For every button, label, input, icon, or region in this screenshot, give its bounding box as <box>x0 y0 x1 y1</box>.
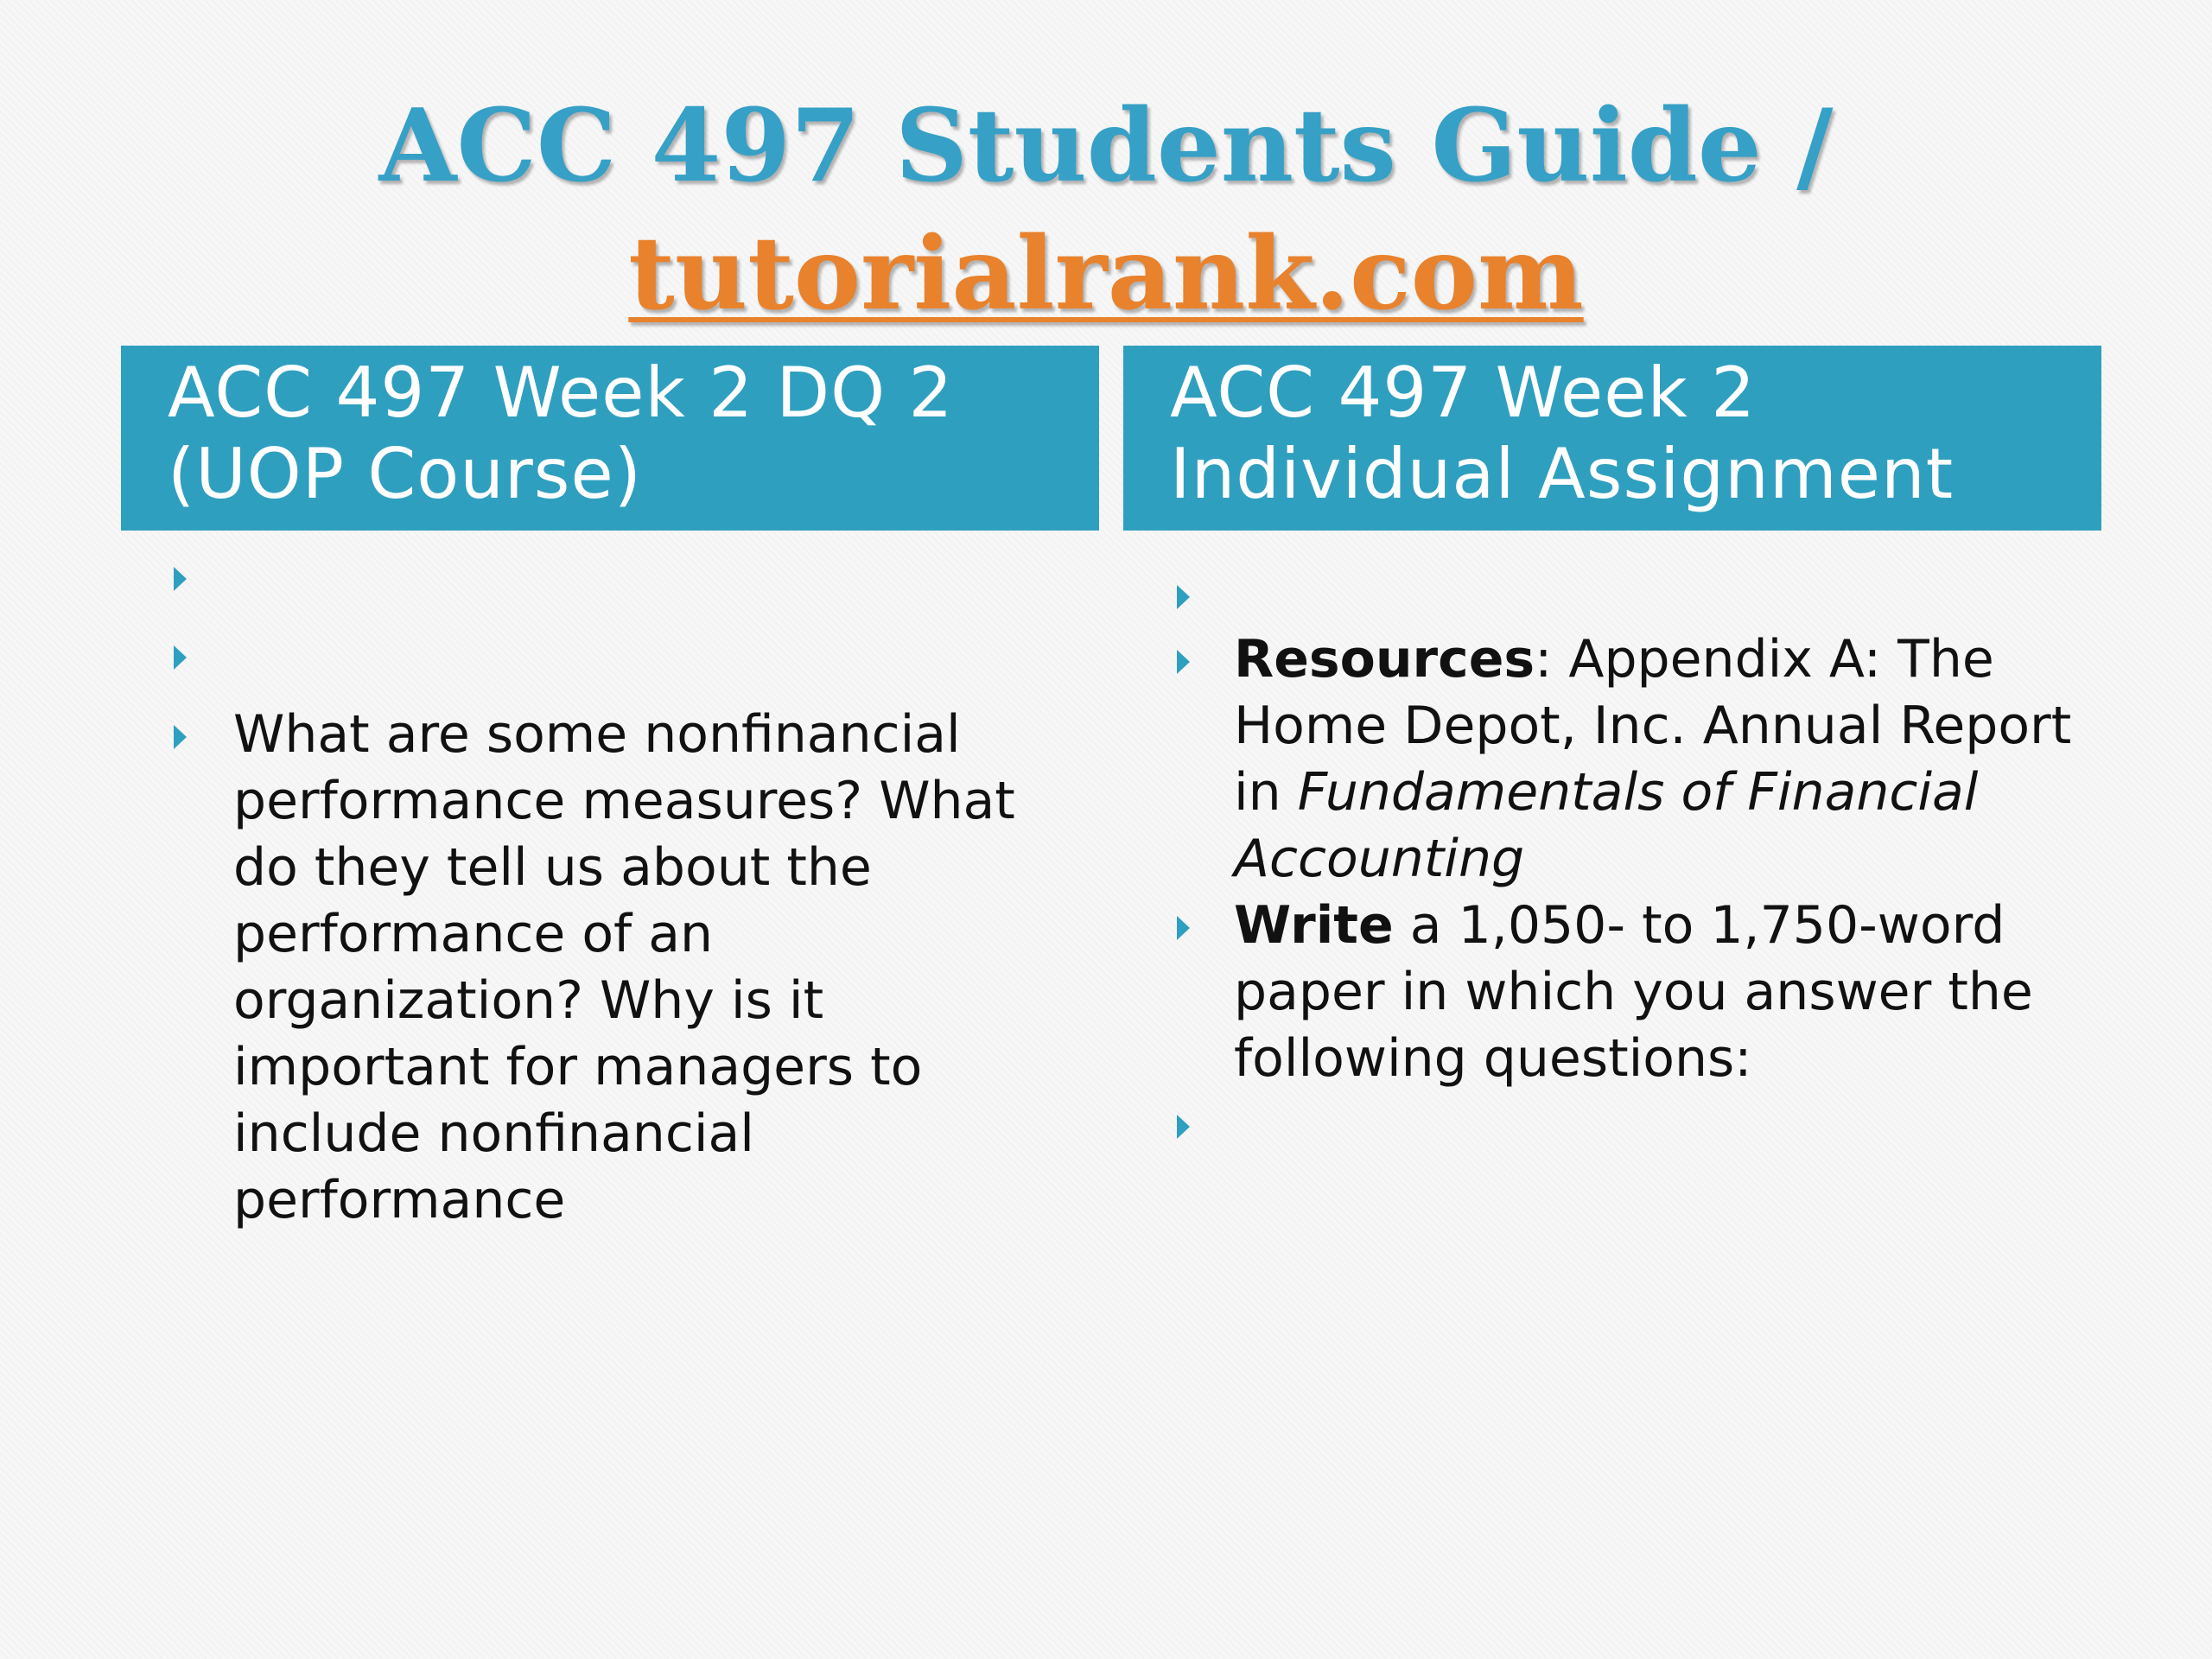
write-text: a 1,050- to 1,750-word paper in which you answer the following questions: <box>1234 895 2033 1089</box>
left-column-header <box>121 346 1099 531</box>
write-label: Write <box>1234 895 1394 956</box>
bullet-arrow-icon <box>174 645 187 670</box>
tutorialrank-link[interactable]: tutorialrank.com <box>628 215 1584 333</box>
bullet-arrow-icon <box>1177 916 1190 940</box>
write-bullet-text <box>1234 893 2107 1092</box>
right-header-line1: ACC 497 Week 2 <box>1170 353 1757 433</box>
left-header-line2: (UOP Course) <box>168 434 642 514</box>
left-header-line1: ACC 497 Week 2 DQ 2 <box>168 353 954 433</box>
resources-book-title: Fundamentals of Financial Accounting <box>1234 762 1979 889</box>
bullet-arrow-icon <box>1177 585 1190 609</box>
bullet-arrow-icon <box>174 567 187 591</box>
slide-title <box>0 82 2212 338</box>
bullet-arrow-icon <box>1177 1115 1190 1139</box>
resources-text: Appendix A: The Home Depot, Inc. Annual Report in <box>1234 629 2072 823</box>
bullet-arrow-icon <box>174 725 187 749</box>
resources-bullet-text <box>1234 626 2098 893</box>
left-bullet-text: What are some nonfinancial performance measures? What do they tell us about the performance of an organization? Why is it important for managers to include nonfinancial performance <box>233 704 1015 1230</box>
bullet-arrow-icon <box>1177 650 1190 674</box>
title-main-text: ACC 497 Students Guide / <box>378 87 1834 205</box>
right-column-header <box>1123 346 2101 531</box>
resources-separator: : <box>1535 629 1569 690</box>
resources-label: Resources <box>1234 629 1535 690</box>
right-header-line2: Individual Assignment <box>1170 434 1955 514</box>
